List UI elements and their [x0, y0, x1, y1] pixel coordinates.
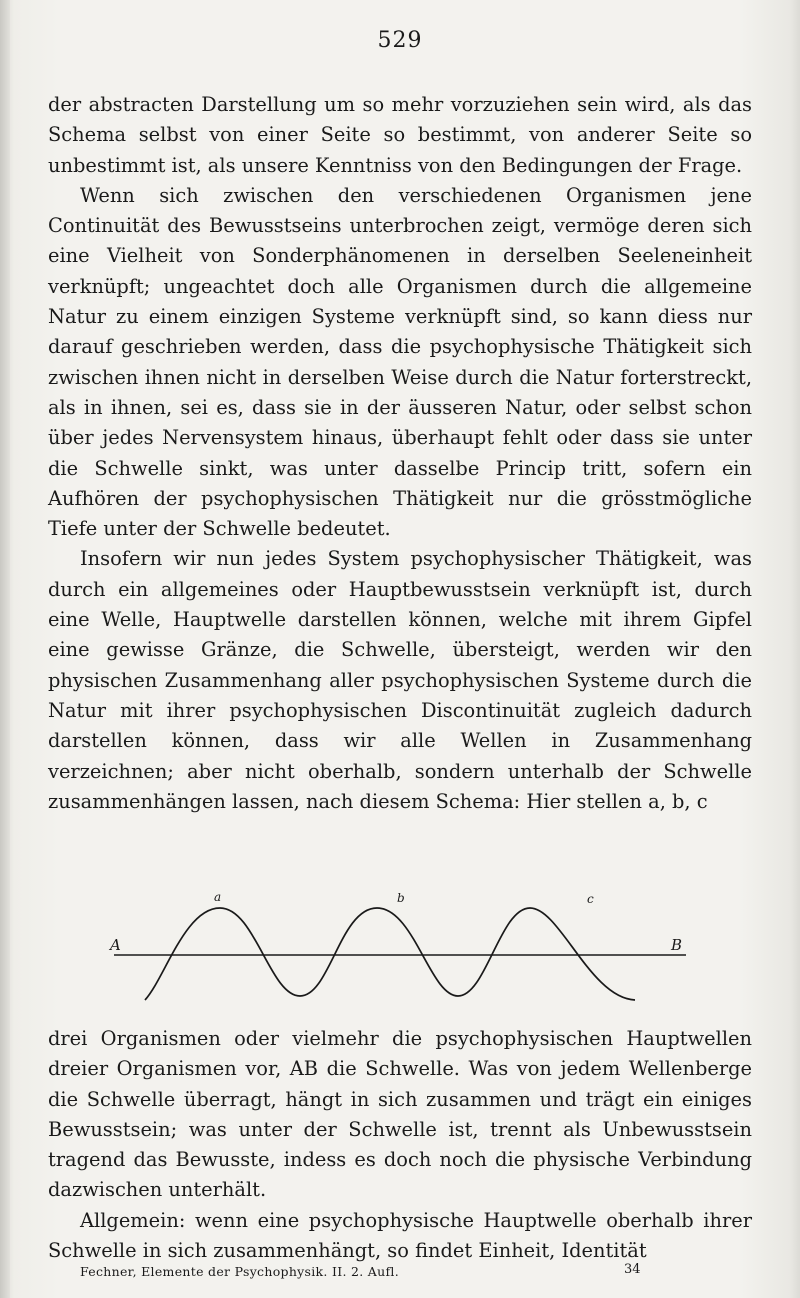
text-block-lower [48, 1024, 752, 1266]
paragraph-5: Allgemein: wenn eine psychophysische Hauptwelle oberhalb ihrer Schwelle in sich zusammenhängt, so findet Einheit, Identität [48, 1208, 752, 1263]
paragraph-2: Wenn sich zwischen den verschiedenen Organismen jene Continuität des Bewusstseins unterbrochen zeigt, vermöge deren sich eine Vielheit von Sonderphänomenen in derselben Seeleneinheit verknüpft; ungeachtet doch alle Organismen durch die allgemeine Natur zu einem einzigen Systeme verknüpft sind, so kann diess nur darauf geschrieben werden, dass die psychophysische Thätigkeit sich zwischen ihnen nicht in derselben Weise durch die Natur forterstreckt, als in ihnen, sei es, dass sie in der äusseren Natur, oder selbst schon über jedes Nervensystem hinaus, überhaupt fehlt oder dass sie unter die Schwelle sinkt, was unter dasselbe Princip tritt, sofern ein Aufhören der psychophysischen Thätigkeit nur die grösstmögliche Tiefe unter der Schwelle bedeutet. [48, 183, 752, 541]
wave-curve [145, 908, 635, 1000]
footer-signature-mark: 34 [624, 1262, 641, 1277]
wave-label-a: a [214, 890, 222, 904]
wave-threshold-diagram [100, 888, 700, 1020]
wave-diagram-svg [100, 888, 700, 1020]
wave-label-c: c [587, 892, 594, 906]
page-number: 529 [377, 28, 423, 53]
page-spine-shadow [0, 0, 10, 1298]
paragraph-3: Insofern wir nun jedes System psychophysischer Thätigkeit, was durch ein allgemeines oder Hauptbewusstsein verknüpft ist, durch eine Welle, Hauptwelle darstellen können, welche mit ihrem Gipfel eine gewisse Gränze, die Schwelle, übersteigt, werden wir den physischen Zusammenhang aller psychophysischen Systeme durch die Natur mit ihrer psychophysischen Discontinuität zugleich dadurch darstellen können, dass wir alle Wellen in Zusammenhang verzeichnen; aber nicht oberhalb, sondern unterhalb der Schwelle zusammenhängen lassen, nach diesem Schema: Hier stellen a, b, c [48, 547, 752, 813]
wave-label-b: b [397, 891, 405, 905]
text-block-upper [48, 90, 752, 817]
paragraph-1: der abstracten Darstellung um so mehr vorzuziehen sein wird, als das Schema selbst von einer Seite so bestimmt, von anderer Seite so unbestimmt ist, als unsere Kenntniss von den Bedingungen der Frage. [48, 93, 752, 177]
threshold-label-A: A [110, 936, 121, 954]
footer-citation: Fechner, Elemente der Psychophysik. II. 2. Aufl. [80, 1264, 399, 1279]
paragraph-4: drei Organismen oder vielmehr die psychophysischen Hauptwellen dreier Organismen vor, AB die Schwelle. Was von jedem Wellenberge die Schwelle überragt, hängt in sich zusammen und trägt ein einiges Bewusstsein; was unter der Schwelle ist, trennt als Unbewusstsein tragend das Bewusste, indess es doch noch die physische Verbindung dazwischen unterhält. [48, 1027, 752, 1202]
threshold-label-B: B [671, 936, 683, 954]
